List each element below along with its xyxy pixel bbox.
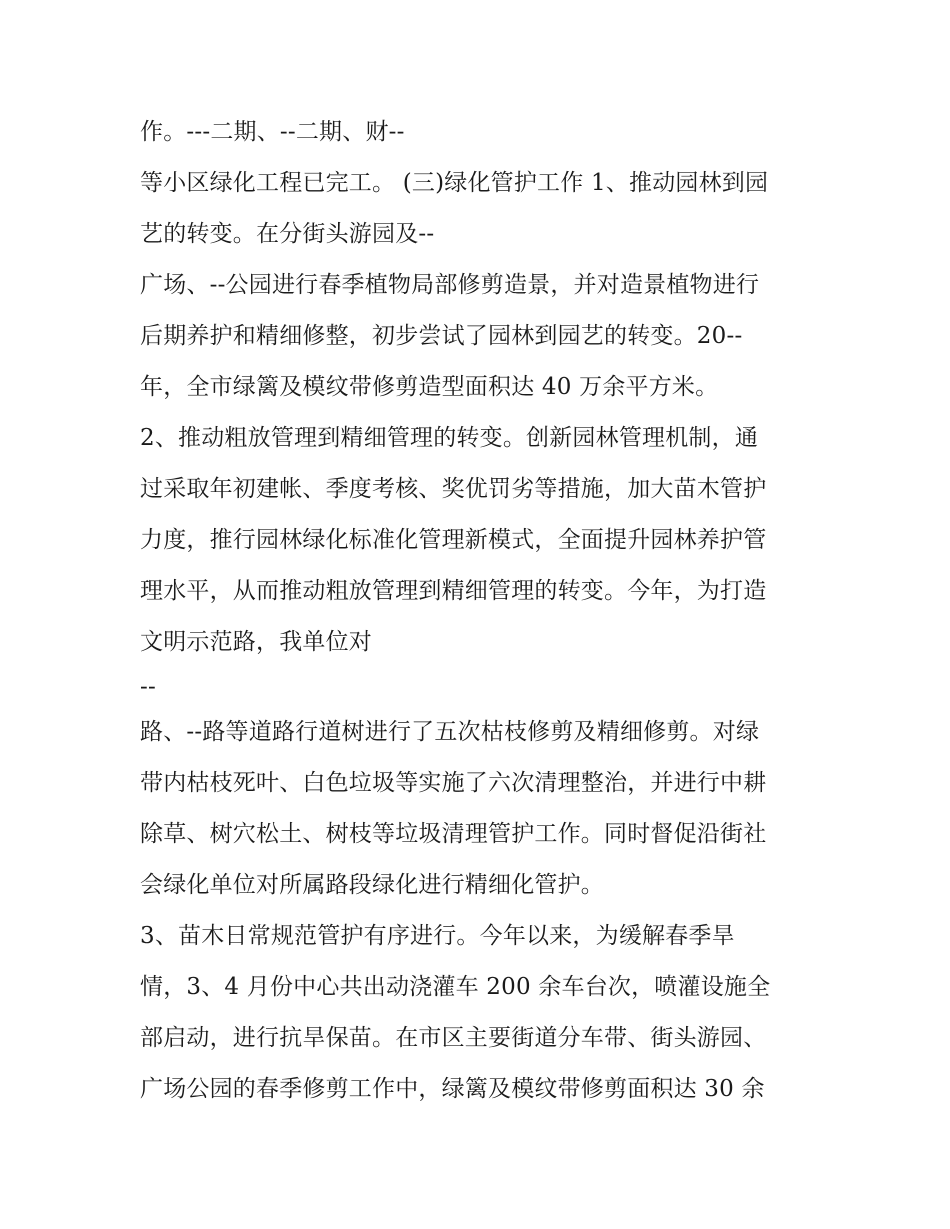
text-line: 过采取年初建帐、季度考核、奖优罚劣等措施，加大苗木管护: [140, 476, 767, 502]
text-line: 艺的转变。在分街头游园及--: [140, 221, 435, 247]
text-line: 作。---二期、--二期、财--: [140, 119, 405, 145]
text-line: 后期养护和精细修整，初步尝试了园林到园艺的转变。20--: [140, 323, 743, 349]
text-line: 理水平，从而推动粗放管理到精细管理的转变。今年，为打造: [140, 578, 767, 604]
text-line: 年，全市绿篱及模纹带修剪造型面积达 40 万余平方米。: [140, 374, 719, 400]
text-line: --: [140, 674, 156, 700]
text-line: 广场公园的春季修剪工作中，绿篱及模纹带修剪面积达 30 余: [140, 1076, 765, 1102]
text-line: 除草、树穴松土、树枝等垃圾清理管护工作。同时督促沿街社: [140, 821, 767, 847]
text-line: 3、苗木日常规范管护有序进行。今年以来，为缓解春季旱: [140, 923, 735, 949]
text-line: 等小区绿化工程已完工。 (三)绿化管护工作 1、推动园林到园: [140, 170, 769, 196]
text-line: 情，3、4 月份中心共出动浇灌车 200 余车台次，喷灌设施全: [140, 974, 771, 1000]
text-line: 部启动，进行抗旱保苗。在市区主要街道分车带、街头游园、: [140, 1025, 767, 1051]
text-line: 会绿化单位对所属路段绿化进行精细化管护。: [140, 872, 604, 898]
text-line: 路、--路等道路行道树进行了五次枯枝修剪及精细修剪。对绿: [140, 719, 760, 745]
text-line: 力度，推行园林绿化标准化管理新模式，全面提升园林养护管: [140, 527, 767, 553]
text-line: 带内枯枝死叶、白色垃圾等实施了六次清理整治，并进行中耕: [140, 770, 767, 796]
body-text: [140, 107, 830, 1115]
text-line: 2、推动粗放管理到精细管理的转变。创新园林管理机制，通: [140, 425, 759, 451]
text-line: 文明示范路，我单位对: [140, 629, 372, 655]
text-line: 广场、--公园进行春季植物局部修剪造景，并对造景植物进行: [140, 272, 760, 298]
